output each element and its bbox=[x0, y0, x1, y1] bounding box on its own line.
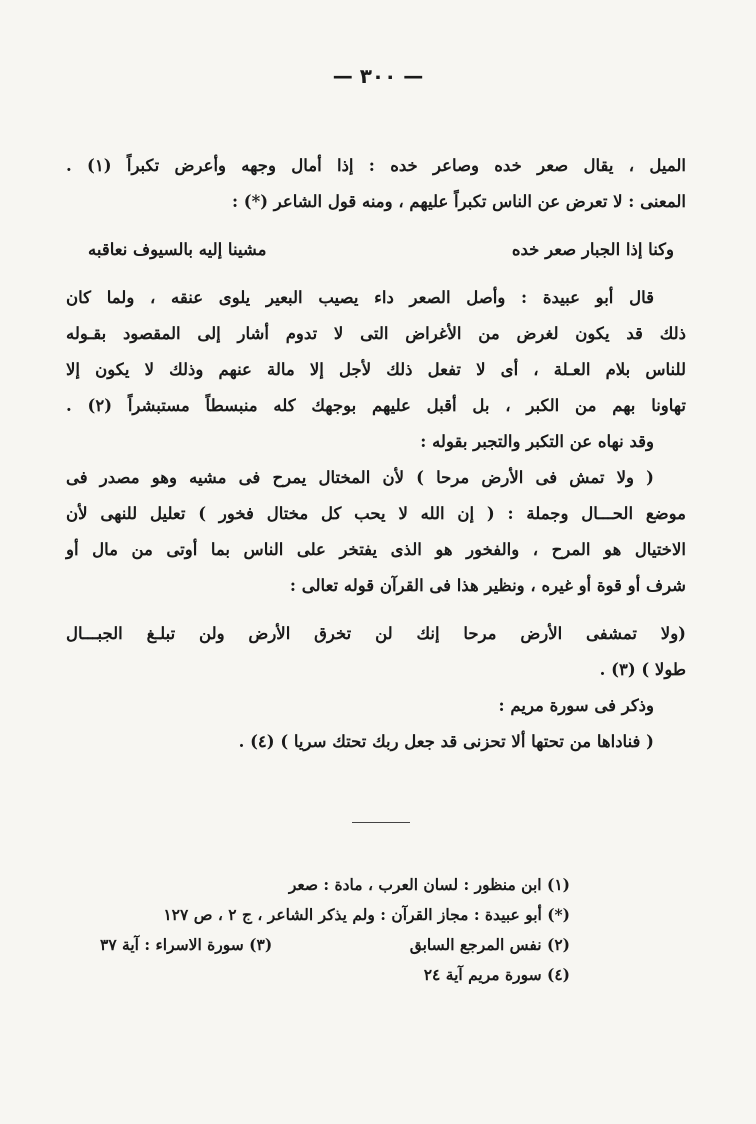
text-line: تهاونا بهم من الكبر ، بل أقبل عليهم بوجهك كله منبسطاً مستبشراً (٢) . bbox=[66, 396, 687, 415]
text-line: وذكر فى سورة مريم : bbox=[498, 696, 654, 715]
text-line: ذلك قد يكون لغرض من الأغراض التى لا تدوم أشار إلى المقصود بقـوله bbox=[66, 324, 686, 343]
text-line: موضع الحـــال وجملة : ( إن الله لا يحب كل مختال فخور ) تعليل للنهى لأن bbox=[66, 504, 686, 523]
main-text bbox=[66, 148, 686, 760]
footnote-4: (٤) سورة مريم آية ٢٤ bbox=[423, 965, 570, 984]
footnotes bbox=[100, 870, 570, 990]
text-line: طولا ) (٣) . bbox=[599, 660, 686, 679]
text-line: ( ولا تمش فى الأرض مرحا ) لأن المختال يمرح فى مشيه وهو مصدر فى bbox=[66, 468, 654, 487]
footnote-row bbox=[100, 930, 570, 960]
text-line: للناس بلام العـلة ، أى لا تفعل ذلك لأجل إلا مالة عنهم وذلك لا يكون إلا bbox=[66, 360, 686, 379]
footnote-3: (٣) سورة الاسراء : آية ٣٧ bbox=[100, 935, 273, 954]
text-line: (ولا تمشفى الأرض مرحا إنك لن تخرق الأرض ولن تبلـغ الجبـــال bbox=[66, 624, 686, 643]
footnote-divider bbox=[352, 822, 410, 823]
verse-second-hemistich: مشينا إليه بالسيوف نعاقبه bbox=[88, 240, 267, 259]
text-line: المعنى : لا تعرض عن الناس تكبراً عليهم ، ومنه قول الشاعر (*) : bbox=[231, 192, 686, 211]
poetry-verse bbox=[66, 232, 686, 268]
text-line: الميل ، يقال صعر خده وصاعر خده : إذا أمال وجهه وأعرض تكبراً (١) . bbox=[66, 156, 687, 175]
text-line: ( فناداها من تحتها ألا تحزنى قد جعل ربك تحتك سريا ) (٤) . bbox=[238, 732, 654, 751]
text-line: قال أبو عبيدة : وأصل الصعر داء يصيب البعير يلوى عنقه ، ولما كان bbox=[66, 288, 654, 307]
footnote-star: (*) أبو عبيدة : مجاز القرآن : ولم يذكر الشاعر ، ج ٢ ، ص ١٢٧ bbox=[163, 905, 570, 924]
footnote-1: (١) ابن منظور : لسان العرب ، مادة : صعر bbox=[288, 875, 570, 894]
text-line: الاختيال هو المرح ، والفخور هو الذى يفتخر على الناس بما أوتى من مال أو bbox=[66, 540, 686, 559]
text-line: وقد نهاه عن التكبر والتجبر بقوله : bbox=[420, 432, 654, 451]
footnote-2: (٢) نفس المرجع السابق bbox=[409, 935, 570, 954]
verse-first-hemistich: وكنا إذا الجبار صعر خده bbox=[511, 240, 674, 259]
page-number: — ٣٠٠ — bbox=[332, 64, 424, 88]
text-line: شرف أو قوة أو غيره ، ونظير هذا فى القرآن قوله تعالى : bbox=[289, 576, 686, 595]
